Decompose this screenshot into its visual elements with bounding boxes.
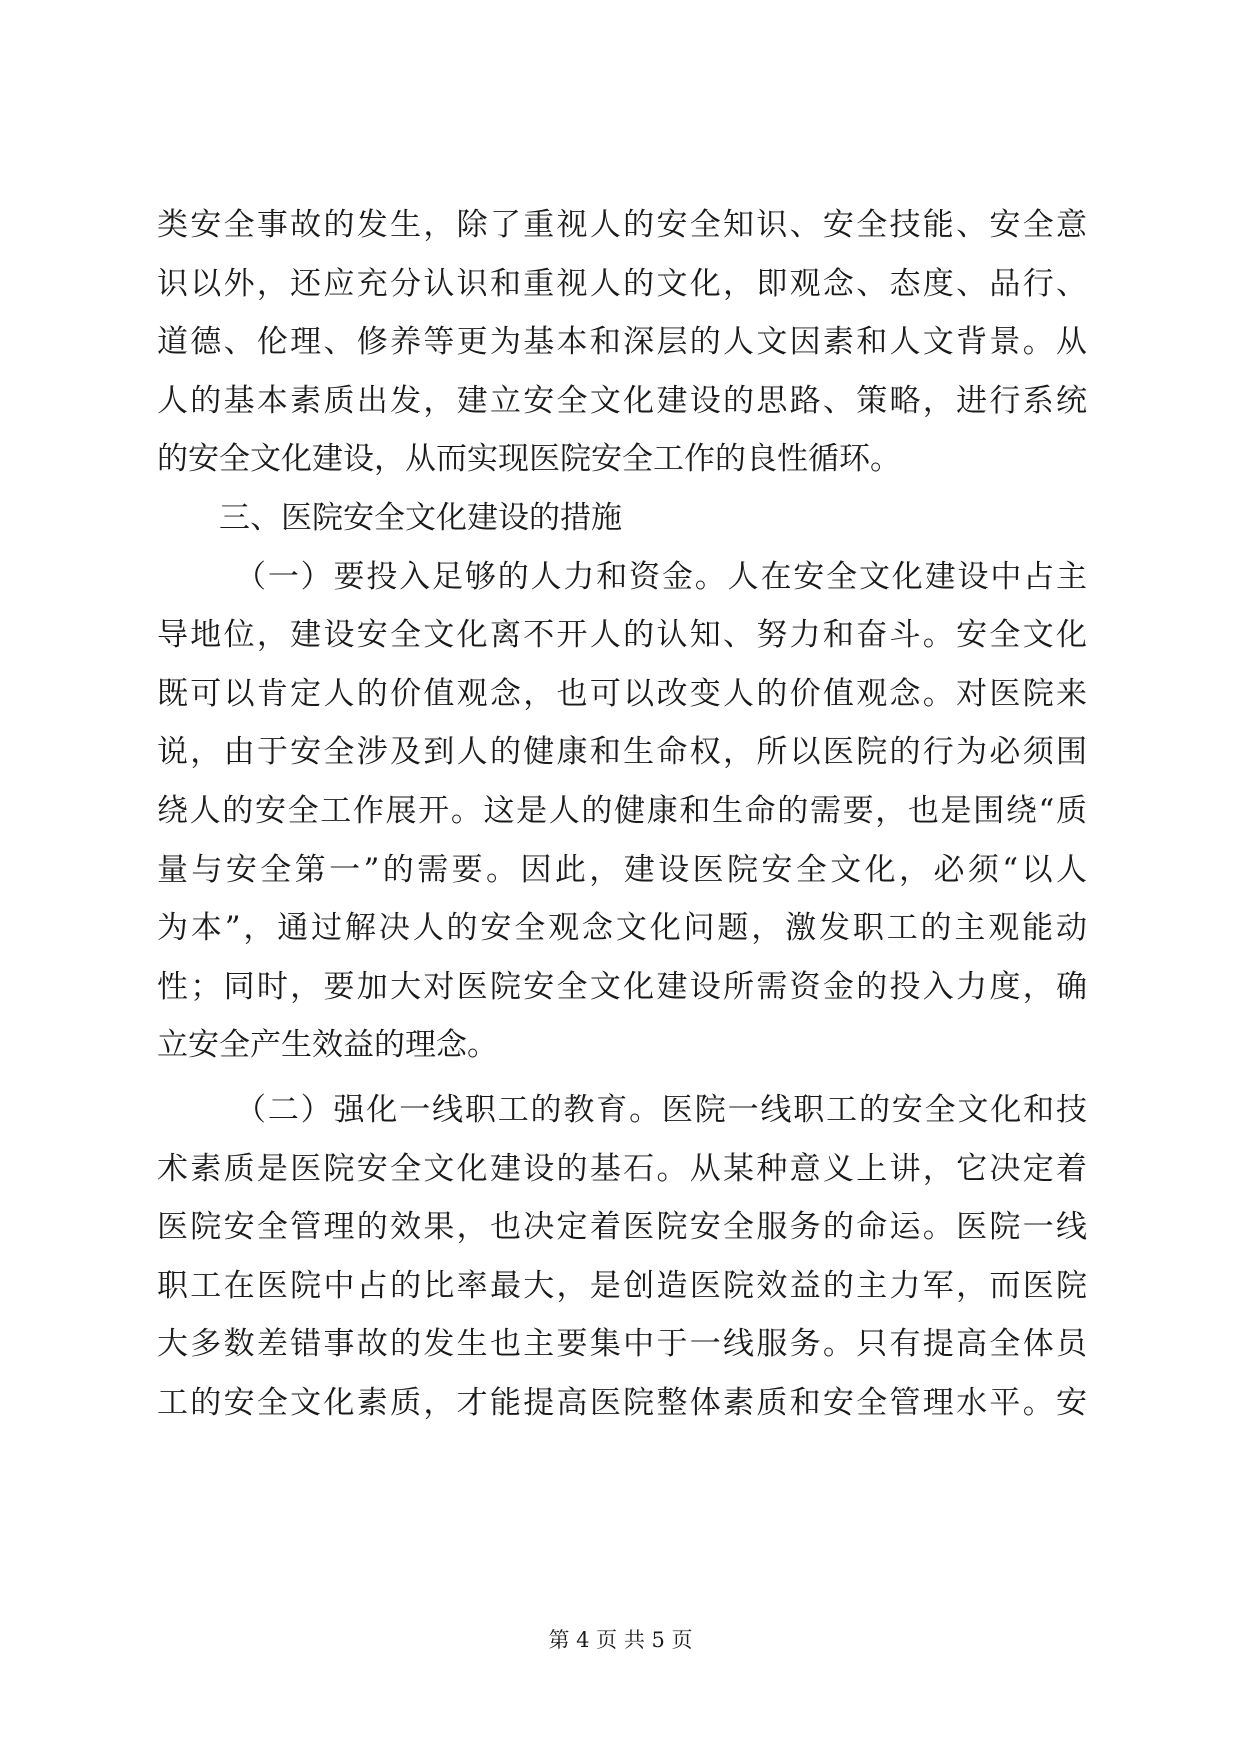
text-line: 工的安全文化素质，才能提高医院整体素质和安全管理水平。安 xyxy=(157,1384,1087,1421)
text-line: 说，由于安全涉及到人的健康和生命权，所以医院的行为必须围 xyxy=(157,734,1087,771)
text-line: （二）强化一线职工的教育。医院一线职工的安全文化和技 xyxy=(235,1091,1087,1128)
page-number-label: 第 4 页 共 5 页 xyxy=(548,1628,693,1652)
text-line: 为本”，通过解决人的安全观念文化问题，激发职工的主观能动 xyxy=(157,910,1087,947)
paragraph-continuation xyxy=(157,196,1087,489)
document-body xyxy=(157,196,1087,1432)
text-line: 人的基本素质出发，建立安全文化建设的思路、策略，进行系统 xyxy=(157,382,1087,419)
text-line: 性；同时，要加大对医院安全文化建设所需资金的投入力度，确 xyxy=(157,968,1087,1005)
text-line: 绕人的安全工作展开。这是人的健康和生命的需要，也是围绕“质 xyxy=(157,792,1087,829)
text-line: 导地位，建设安全文化离不开人的认知、努力和奋斗。安全文化 xyxy=(157,617,1087,654)
text-line: 术素质是医院安全文化建设的基石。从某种意义上讲，它决定着 xyxy=(157,1150,1087,1187)
page-footer xyxy=(0,1624,1241,1654)
text-line: 道德、伦理、修养等更为基本和深层的人文因素和人文背景。从 xyxy=(157,324,1087,361)
paragraph-item-one xyxy=(157,548,1087,1075)
text-line: 立安全产生效益的理念。 xyxy=(157,1027,498,1064)
text-line: 既可以肯定人的价值观念，也可以改变人的价值观念。对医院来 xyxy=(157,675,1087,712)
text-line: 类安全事故的发生，除了重视人的安全知识、安全技能、安全意 xyxy=(157,207,1087,243)
text-line: 识以外，还应充分认识和重视人的文化，即观念、态度、品行、 xyxy=(157,265,1087,302)
text-line: 医院安全管理的效果，也决定着医院安全服务的命运。医院一线 xyxy=(157,1209,1087,1246)
text-line: 职工在医院中占的比率最大，是创造医院效益的主力军，而医院 xyxy=(157,1267,1087,1304)
text-line: 大多数差错事故的发生也主要集中于一线服务。只有提高全体员 xyxy=(157,1326,1087,1363)
text-line: 量与安全第一”的需要。因此，建设医院安全文化，必须“以人 xyxy=(157,851,1087,888)
text-line: （一）要投入足够的人力和资金。人在安全文化建设中占主 xyxy=(235,558,1087,595)
paragraph-item-two xyxy=(157,1081,1087,1433)
text-line: 的安全文化建设，从而实现医院安全工作的良性循环。 xyxy=(157,441,901,478)
section-heading: 三、医院安全文化建设的措施 xyxy=(219,499,622,536)
